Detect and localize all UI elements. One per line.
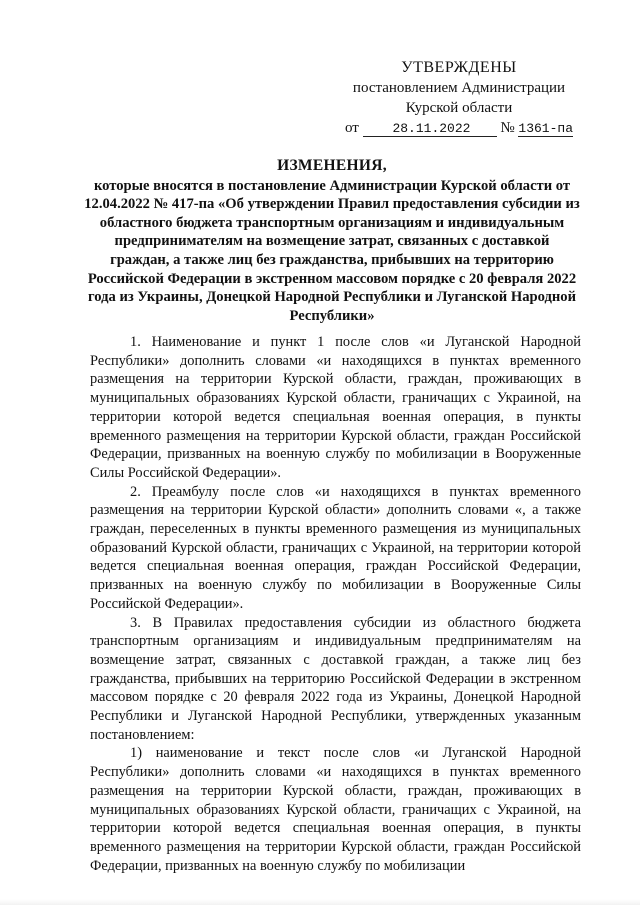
document-title: ИЗМЕНЕНИЯ,: [277, 157, 387, 174]
document-body: [90, 333, 581, 875]
date-prefix: от: [344, 120, 359, 136]
approval-number: 1361-па: [518, 121, 574, 136]
approval-number-field: [518, 121, 573, 137]
body-paragraph: 1) наименование и текст после слов «и Луганской Народной Республики» дополнить словами «и находящихся в пунктах временного размещения на территории Курской области, граждан, проживающих в муниципальных образованиях Курской области, граничащих с Украиной, на территории которой ведется специальная военная операция, в пункты временного размещения на территории Курской области, граждан Российской Федерации, призванных на военную службу по мобилизации: [90, 745, 581, 874]
approval-issuer-line: постановлением Администрации: [352, 80, 566, 96]
approval-title: УТВЕРЖДЕНЫ: [401, 59, 517, 76]
approval-block: [334, 58, 584, 138]
approval-date-field: [363, 121, 497, 137]
document-heading: [84, 157, 580, 325]
number-prefix: №: [500, 120, 515, 136]
body-paragraph: 3. В Правилах предоставления субсидии из областного бюджета транспортным организациям и индивидуальным предпринимателям на возмещение затрат, связанных с доставкой граждан, а также лиц без гражданства, прибывших на территорию Российской Федерации в экстренном массовом порядке с 20 февраля 2022 года из Украины, Донецкой Народной Республики и Луганской Народной Республики, утвержденных указанным постановлением:: [90, 614, 581, 743]
approval-date: 28.11.2022: [392, 121, 471, 136]
approval-region-line: Курской области: [405, 100, 513, 116]
page-bottom-edge: [0, 899, 640, 905]
approval-date-line: [334, 118, 584, 138]
body-paragraph: 1. Наименование и пункт 1 после слов «и Луганской Народной Республики» дополнить словами «и находящихся в пунктах временного размещения на территории Курской области, граждан, проживающих в муниципальных образованиях Курской области, граничащих с Украиной, на территории которой ведется специальная военная операция, в пункты временного размещения на территории Курской области, граждан Российской Федерации, призванных на военную службу по мобилизации в Вооруженные Силы Российской Федерации».: [90, 334, 581, 481]
document-subtitle: которые вносятся в постановление Администрации Курской области от 12.04.2022 № 417-па «Об утверждении Правил предоставления субсидии из областного бюджета транспортным организациям и индивидуальным предпринимателям на возмещение затрат, связанных с доставкой граждан, а также лиц без гражданства, прибывших на территорию Российской Федерации в экстренном массовом порядке с 20 февраля 2022 года из Украины, Донецкой Народной Республики и Луганской Народной Республики»: [84, 177, 580, 324]
body-paragraph: 2. Преамбулу после слов «и находящихся в пунктах временного размещения на территории Курской области» дополнить словами «, а также граждан, переселенных в пункты временного размещения из муниципальных образований Курской области, граничащих с Украиной, на территории которой ведется специальная военная операция, граждан Российской Федерации, призванных на военную службу по мобилизации в Вооруженные Силы Российской Федерации».: [90, 483, 581, 612]
